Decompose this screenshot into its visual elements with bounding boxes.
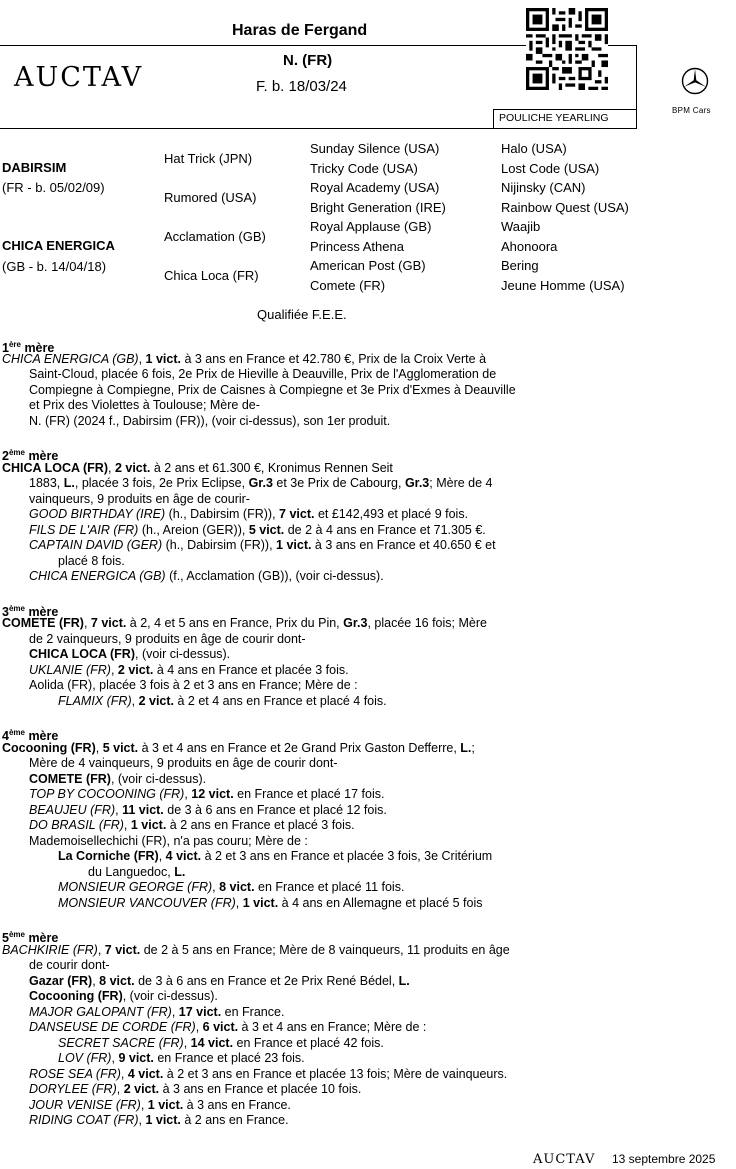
text-line: DO BRASIL (FR), 1 vict. à 2 ans en France et placé 3 fois.	[29, 818, 355, 832]
pedigree-gen4: Waajib	[501, 219, 541, 234]
pedigree-gen2: Rumored (USA)	[164, 190, 257, 205]
text-line: FILS DE L'AIR (FR) (h., Areion (GER)), 5 vict. de 2 à 4 ans en France et 71.305 €.	[29, 523, 486, 537]
text-line: Cocooning (FR), (voir ci-dessus).	[29, 989, 218, 1003]
qr-code-icon	[526, 8, 608, 90]
qualification-label: Qualifiée F.E.E.	[257, 307, 347, 322]
text-line: N. (FR) (2024 f., Dabirsim (FR)), (voir ci-dessus), son 1er produit.	[29, 414, 391, 428]
pedigree-gen3: American Post (GB)	[310, 258, 426, 273]
pedigree-gen4: Bering	[501, 258, 539, 273]
section-heading-4: 4ème mère	[2, 728, 59, 744]
pedigree-gen4: Lost Code (USA)	[501, 161, 600, 176]
text-line: et Prix des Violettes à Toulouse; Mère de-	[29, 398, 260, 412]
horse-name: N. (FR)	[283, 52, 333, 69]
pedigree-gen2: Chica Loca (FR)	[164, 268, 259, 283]
text-line: Compiegne à Compiegne, Prix de Caisnes à Compiegne et 3e Prix d'Exmes à Deauville	[29, 383, 516, 397]
text-line: Aolida (FR), placée 3 fois à 2 et 3 ans en France; Mère de :	[29, 678, 358, 692]
section-heading-3: 3ème mère	[2, 604, 59, 620]
mercedes-star-icon	[681, 67, 709, 95]
text-line: JOUR VENISE (FR), 1 vict. à 3 ans en France.	[29, 1098, 291, 1112]
text-line: COMETE (FR), (voir ci-dessus).	[29, 772, 207, 786]
text-line: CHICA LOCA (FR), 2 vict. à 2 ans et 61.300 €, Kronimus Rennen Seit	[2, 461, 393, 475]
text-line: MONSIEUR VANCOUVER (FR), 1 vict. à 4 ans en Allemagne et placé 5 fois	[58, 896, 483, 910]
text-line: BEAUJEU (FR), 11 vict. de 3 à 6 ans en France et placé 12 fois.	[29, 803, 387, 817]
pedigree-gen3: Bright Generation (IRE)	[310, 200, 446, 215]
pedigree-gen3: Royal Academy (USA)	[310, 180, 440, 195]
category-box-top-rule	[493, 109, 636, 110]
section-heading-1: 1ère mère	[2, 340, 55, 356]
category-box-left-rule	[493, 109, 494, 128]
text-line: LOV (FR), 9 vict. en France et placé 23 fois.	[58, 1051, 305, 1065]
text-line: Saint-Cloud, placée 6 fois, 2e Prix de Hieville à Deauville, Prix de l'Agglomeration de	[29, 367, 497, 381]
text-line: SECRET SACRE (FR), 14 vict. en France et placé 42 fois.	[58, 1036, 384, 1050]
pedigree-gen3: Sunday Silence (USA)	[310, 141, 440, 156]
text-line: GOOD BIRTHDAY (IRE) (h., Dabirsim (FR)), 7 vict. et £142,493 et placé 9 fois.	[29, 507, 469, 521]
text-line: placé 8 fois.	[58, 554, 125, 568]
text-line: DORYLEE (FR), 2 vict. à 3 ans en France et placée 10 fois.	[29, 1082, 362, 1096]
text-line: CHICA LOCA (FR), (voir ci-dessus).	[29, 647, 231, 661]
header-right-rule	[636, 45, 637, 129]
footer-logo: AUCTAV	[533, 1152, 596, 1167]
text-line: DANSEUSE DE CORDE (FR), 6 vict. à 3 et 4 ans en France; Mère de :	[29, 1020, 427, 1034]
pedigree-gen3: Tricky Code (USA)	[310, 161, 418, 176]
pedigree-gen2: Hat Trick (JPN)	[164, 151, 253, 166]
dam-name: CHICA ENERGICA	[2, 238, 115, 253]
category-label: POULICHE YEARLING	[499, 112, 609, 124]
text-line: Mère de 4 vainqueurs, 9 produits en âge de courir dont-	[29, 756, 338, 770]
sire-name: DABIRSIM	[2, 160, 67, 175]
sire-info: (FR - b. 05/02/09)	[2, 180, 105, 195]
text-line: BACHKIRIE (FR), 7 vict. de 2 à 5 ans en France; Mère de 8 vainqueurs, 11 produits en âge	[2, 943, 510, 957]
pedigree-gen3: Comete (FR)	[310, 278, 386, 293]
text-line: Gazar (FR), 8 vict. de 3 à 6 ans en France et 2e Prix René Bédel, L.	[29, 974, 410, 988]
text-line: TOP BY COCOONING (FR), 12 vict. en France et placé 17 fois.	[29, 787, 385, 801]
text-line: MAJOR GALOPANT (FR), 17 vict. en France.	[29, 1005, 285, 1019]
text-line: du Languedoc, L.	[88, 865, 186, 879]
text-line: de courir dont-	[29, 958, 110, 972]
auctav-logo: AUCTAV	[14, 62, 144, 93]
section-heading-5: 5ème mère	[2, 930, 59, 946]
dam-info: (GB - b. 14/04/18)	[2, 259, 107, 274]
text-line: COMETE (FR), 7 vict. à 2, 4 et 5 ans en France, Prix du Pin, Gr.3, placée 16 fois; Mère	[2, 616, 487, 630]
text-line: CHICA ENERGICA (GB) (f., Acclamation (GB)), (voir ci-dessus).	[29, 569, 384, 583]
pedigree-gen3: Princess Athena	[310, 239, 404, 254]
text-line: RIDING COAT (FR), 1 vict. à 2 ans en France.	[29, 1113, 289, 1127]
text-line: 1883, L., placée 3 fois, 2e Prix Eclipse, Gr.3 et 3e Prix de Cabourg, Gr.3; Mère de 4	[29, 476, 493, 490]
pedigree-gen4: Ahonoora	[501, 239, 558, 254]
horse-info: F. b. 18/03/24	[256, 78, 347, 95]
text-line: UKLANIE (FR), 2 vict. à 4 ans en France et placée 3 fois.	[29, 663, 349, 677]
pedigree-gen3: Royal Applause (GB)	[310, 219, 432, 234]
footer-date: 13 septembre 2025	[612, 1152, 716, 1166]
sponsor-label: BPM Cars	[672, 106, 711, 115]
pedigree-gen4: Jeune Homme (USA)	[501, 278, 625, 293]
text-line: CAPTAIN DAVID (GER) (h., Dabirsim (FR)), 1 vict. à 3 ans en France et 40.650 € et	[29, 538, 496, 552]
pedigree-gen4: Halo (USA)	[501, 141, 567, 156]
pedigree-gen2: Acclamation (GB)	[164, 229, 266, 244]
text-line: La Corniche (FR), 4 vict. à 2 et 3 ans en France et placée 3 fois, 3e Critérium	[58, 849, 493, 863]
text-line: MONSIEUR GEORGE (FR), 8 vict. en France et placé 11 fois.	[58, 880, 405, 894]
pedigree-gen4: Nijinsky (CAN)	[501, 180, 586, 195]
text-line: vainqueurs, 9 produits en âge de courir-	[29, 492, 250, 506]
text-line: Mademoisellechichi (FR), n'a pas couru; Mère de :	[29, 834, 308, 848]
header-bottom-rule	[0, 128, 637, 129]
haras-title: Haras de Fergand	[232, 22, 368, 39]
section-heading-2: 2ème mère	[2, 448, 59, 464]
text-line: ROSE SEA (FR), 4 vict. à 2 et 3 ans en France et placée 13 fois; Mère de vainqueurs.	[29, 1067, 508, 1081]
text-line: Cocooning (FR), 5 vict. à 3 et 4 ans en France et 2e Grand Prix Gaston Defferre, L.;	[2, 741, 475, 755]
text-line: CHICA ENERGICA (GB), 1 vict. à 3 ans en France et 42.780 €, Prix de la Croix Verte à	[2, 352, 487, 366]
pedigree-gen4: Rainbow Quest (USA)	[501, 200, 629, 215]
text-line: de 2 vainqueurs, 9 produits en âge de courir dont-	[29, 632, 306, 646]
text-line: FLAMIX (FR), 2 vict. à 2 et 4 ans en France et placé 4 fois.	[58, 694, 387, 708]
